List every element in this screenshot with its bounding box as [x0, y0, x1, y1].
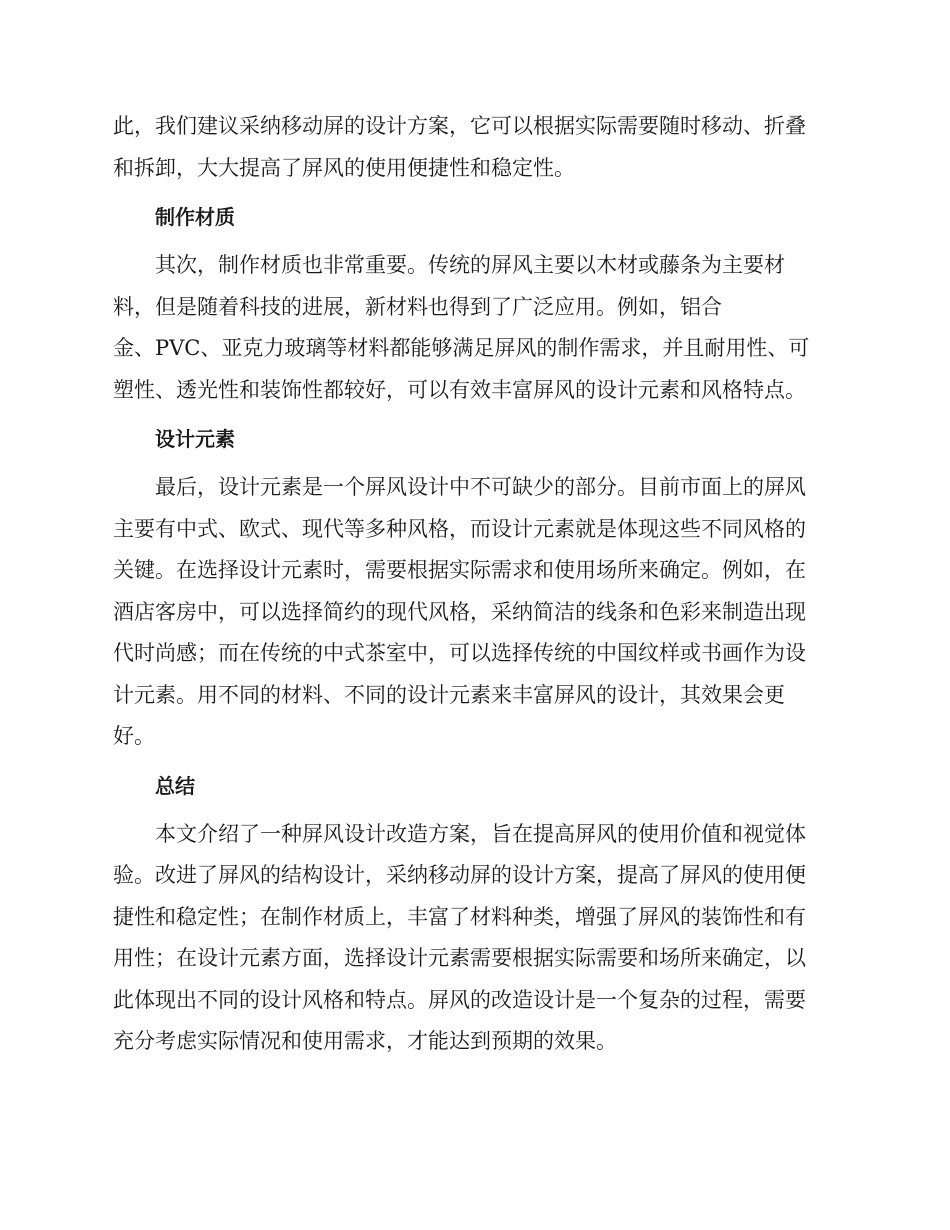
heading-design-elements: 设计元素 [155, 427, 235, 451]
text-line: 用性；在设计元素方面，选择设计元素需要根据实际需要和场所来确定，以 [113, 946, 806, 970]
text-line: 计元素。用不同的材料、不同的设计元素来丰富屏风的设计，其效果会更 [113, 682, 785, 707]
text-line: 验。改进了屏风的结构设计，采纳移动屏的设计方案，提高了屏风的使用便 [113, 863, 806, 887]
text-line: 酒店客房中，可以选择简约的现代风格，采纳简洁的线条和色彩来制造出现 [113, 599, 806, 624]
text-line: 此体现出不同的设计风格和特点。屏风的改造设计是一个复杂的过程，需要 [113, 987, 806, 1012]
text-line: 塑性、透光性和装饰性都较好，可以有效丰富屏风的设计元素和风格特点。 [113, 377, 806, 402]
text-line: 充分考虑实际情况和使用需求，才能达到预期的效果。 [113, 1029, 617, 1053]
paragraph-structure-continued [113, 106, 835, 189]
heading-summary: 总结 [155, 773, 195, 798]
heading-materials: 制作材质 [155, 205, 235, 229]
paragraph-design-elements [113, 467, 835, 758]
text-line: 和拆卸，大大提高了屏风的使用便捷性和稳定性。 [113, 155, 575, 180]
paragraph-summary [113, 814, 835, 1063]
text-line: 金、PVC、亚克力玻璃等材料都能够满足屏风的制作需求，并且耐用性、可 [113, 336, 810, 360]
text-line: 好。 [113, 724, 155, 748]
text-line: 此，我们建议采纳移动屏的设计方案，它可以根据实际需要随时移动、折叠 [113, 114, 806, 138]
text-line: 代时尚感；而在传统的中式茶室中，可以选择传统的中国纹样或书画作为设 [113, 641, 806, 665]
paragraph-materials [113, 245, 835, 411]
text-line: 本文介绍了一种屏风设计改造方案，旨在提高屏风的使用价值和视觉体 [155, 821, 806, 846]
text-line: 关键。在选择设计元素时，需要根据实际需求和使用场所来确定。例如，在 [113, 558, 806, 582]
text-line: 最后，设计元素是一个屏风设计中不可缺少的部分。目前市面上的屏风 [155, 475, 806, 499]
text-line: 料，但是随着科技的进展，新材料也得到了广泛应用。例如，铝合 [113, 294, 722, 319]
document-page [113, 106, 835, 1063]
text-line: 主要有中式、欧式、现代等多种风格，而设计元素就是体现这些不同风格的 [113, 516, 806, 541]
text-line: 捷性和稳定性；在制作材质上，丰富了材料种类，增强了屏风的装饰性和有 [113, 904, 806, 929]
text-line: 其次，制作材质也非常重要。传统的屏风主要以木材或藤条为主要材 [155, 253, 785, 277]
